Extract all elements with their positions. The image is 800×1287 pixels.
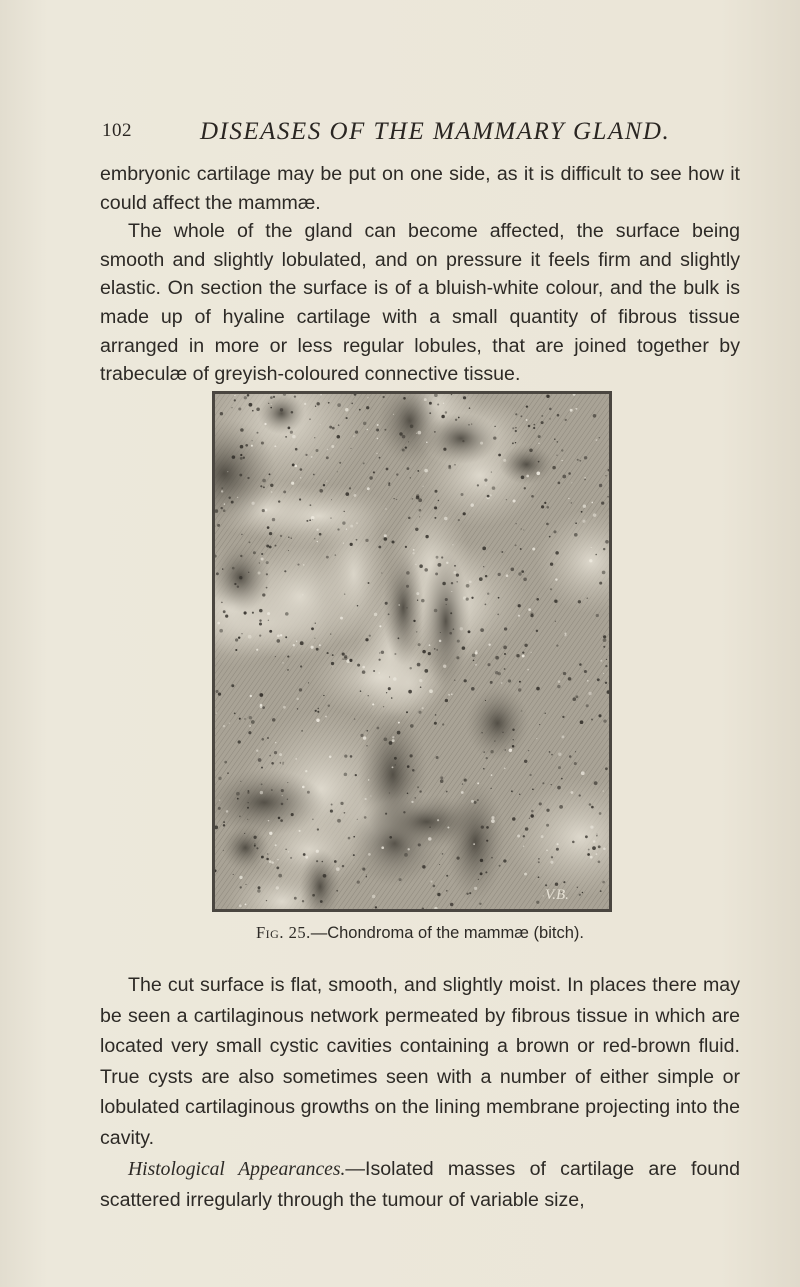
bottom-text-block (100, 970, 740, 1216)
histological-text: —Isolated masses of cartilage are found scattered irregularly through the tumour of variable size, (100, 1157, 740, 1212)
paragraph-continuation: embryonic cartilage may be put on one side, as it is difficult to see how it could affect the mammæ. (100, 163, 740, 214)
figure-illustration (212, 391, 612, 912)
top-text-block (100, 160, 740, 389)
paragraph-gland-description: The whole of the gland can become affected, the surface being smooth and slightly lobulated, and on pressure it feels firm and slightly elastic. On section the surface is of a bluish-white colour, and the bulk is made up of hyaline cartilage with a small quantity of fibrous tissue arranged in more or less regular lobules, that are joined together by trabeculæ of greyish-coloured connective tissue. (100, 220, 740, 386)
page-header (100, 118, 740, 148)
figure-caption-text: —Chondroma of the mammæ (bitch). (310, 924, 584, 942)
figure-signature: V.B. (545, 887, 569, 903)
figure-caption (100, 923, 740, 943)
running-head: DISEASES OF THE MAMMARY GLAND. (200, 118, 671, 145)
paragraph-histological (100, 1154, 740, 1216)
page-number: 102 (102, 120, 132, 141)
paragraph-cut-surface: The cut surface is flat, smooth, and slightly moist. In places there may be seen a cartilaginous network permeated by fibrous tissue in which are located very small cystic cavities containing a brown or red-brown fluid. True cysts are also sometimes seen with a number of either simple or lobulated cartilaginous growths on the lining membrane projecting into the cavity. (100, 974, 740, 1149)
histological-heading: Histological Appearances. (128, 1158, 346, 1180)
figure-label: Fig. 25. (256, 923, 311, 942)
chondroma-engraving (215, 394, 609, 909)
